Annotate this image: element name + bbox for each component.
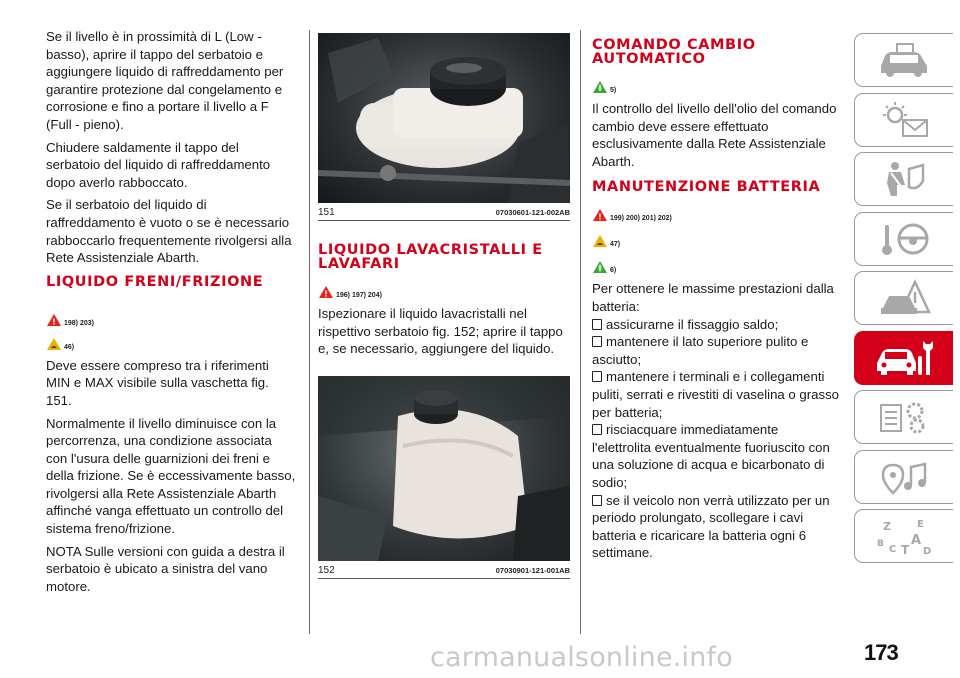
checkbox-bullet-icon [592,424,602,435]
reference-numbers: 196) 197) 204) [336,292,382,299]
figure-code: 07030601-121-002AB [495,208,570,217]
environment-triangle-icon [592,80,608,94]
figure-152-washer-reservoir-image [318,376,570,561]
paragraph-min-max: Deve essere compreso tra i riferimenti MIN e MAX visibile sulla vaschetta fig. 151. [46,357,269,408]
technical-data-icon [873,397,935,437]
note-reference-environment [592,76,840,94]
figure-151-brake-reservoir-image [318,33,570,203]
note-reference-warning [46,309,296,327]
index-letter: T [901,543,910,556]
reference-numbers: 46) [64,343,75,351]
reference-numbers: 47) [610,241,621,249]
index-letter: A [911,533,922,548]
figure-number: 151 [318,207,335,218]
index-letter: E [917,519,924,530]
paragraph-inspect-washer: Ispezionare il liquido lavacristalli nel rispettivo serbatoio fig. 152; aprire il tappo e, se necessario, aggiungere del liquido. [318,306,563,357]
washer-reservoir-illustration [318,376,570,561]
paragraph-level-decrease: Normalmente il livello diminuisce con la percorrenza, una condizione associata con l'usura delle guarnizioni dei freni e della frizione. Se è eccessivamente basso, rivolgersi alla Rete Assistenziale Abarth affinché vanga effettuato un controllo del sistema freno/frizione. [46,415,296,537]
reference-numbers: 6) [610,267,617,275]
paragraph-battery-intro: Per ottenere le massime prestazioni dalla batteria: [592,281,834,314]
reference-numbers: 198) 203) [64,319,94,327]
emergency-icon [873,278,935,318]
checkbox-bullet-icon [592,371,602,382]
warning-triangle-icon [46,313,62,327]
svg-text:!: ! [324,289,328,299]
maintenance-icon [873,338,935,378]
bullet-item: risciacquare immediatamente l'elettrolita eventualmente fuoriuscito con una soluzione di acqua e bicarbonato di sodio; [592,422,830,490]
index-letter: D [923,546,932,556]
svg-text:!: ! [598,212,602,222]
brake-reservoir-illustration [318,33,570,203]
note-reference-caution [46,333,296,351]
index-letter: B [877,539,884,549]
reference-numbers: 199) 200) 201) 202) [610,215,672,223]
column-divider-right [580,30,581,634]
tab-emergency[interactable] [854,271,953,325]
tab-safety[interactable] [854,152,953,206]
tab-driving[interactable] [854,212,953,266]
index-icon [873,516,935,556]
watermark: carmanualsonline.info [430,642,733,673]
figure-code: 07030901-121-001AB [495,565,570,575]
caution-triangle-icon [592,234,608,248]
tab-maintenance[interactable] [854,331,953,385]
warning-triangle-icon [318,285,334,299]
bullet-item: mantenere il lato superiore pulito e asciutto; [592,334,809,367]
bullet-item: se il veicolo non verrà utilizzato per un periodo prolungato, scollegare i cavi batteria e ricaricare la batteria ogni 6 settimane. [592,492,830,561]
tab-car-overview[interactable] [854,33,953,87]
tab-warning-lights[interactable] [854,93,953,147]
heading-battery-maintenance: MANUTENZIONE BATTERIA [592,179,821,196]
bullet-item: mantenere i terminali e i collegamenti puliti, serrati e rivestiti di vaselina o grasso per batteria; [592,369,840,420]
tab-technical-data[interactable] [854,390,953,444]
heading-automatic-transmission: COMANDO CAMBIO AUTOMATICO [592,37,756,67]
figure-152-caption [318,561,570,579]
paragraph-right-hand-drive-note: NOTA Sulle versioni con guida a destra il serbatoio è ubicato a sinistra del vano motore. [46,543,285,594]
paragraph-coolant-level: Se il livello è in prossimità di L (Low - basso), aprire il tappo del serbatoio e aggiungere liquido di raffreddamento per garantire protezione dal congelamento e corrosione e fino a portare il livello a F (Full - pieno). [46,29,284,132]
multimedia-icon [873,457,935,497]
svg-text:!: ! [52,317,56,327]
note-reference-environment [592,256,840,274]
note-reference-warning [318,281,570,299]
checkbox-bullet-icon [592,495,602,506]
index-letter: Z [883,520,891,533]
paragraph-close-cap: Chiudere saldamente il tappo del serbatoio del liquido di raffreddamento dopo averlo rabboccato. [46,139,271,190]
warning-lights-icon [873,100,935,140]
note-reference-caution [592,230,840,248]
driving-icon [873,219,935,259]
warning-triangle-icon [592,208,608,222]
index-letter: C [889,544,897,555]
tab-multimedia[interactable] [854,450,953,504]
checkbox-bullet-icon [592,319,602,330]
safety-icon [873,159,935,199]
figure-151-caption [318,203,570,221]
column-left [46,28,296,600]
note-reference-warning [592,204,840,222]
heading-washer-fluid: LIQUIDO LAVACRISTALLI E LAVAFARI [318,242,543,272]
column-divider-left [309,30,310,634]
reference-numbers: 5) [610,87,617,94]
caution-triangle-icon [46,337,62,351]
page-number: 173 [864,640,898,665]
column-right [592,34,840,562]
tab-index[interactable] [854,509,953,563]
column-middle [318,33,570,593]
paragraph-empty-reservoir: Se il serbatoio del liquido di raffreddamento è vuoto o se è necessario rabboccarlo frequentemente rivolgersi alla Rete Assistenziale Abarth. [46,197,292,266]
paragraph-transmission-oil: Il controllo del livello dell'olio del comando cambio deve essere effettuato esclusivamente dalla Rete Assistenziale Abarth. [592,101,837,169]
checkbox-bullet-icon [592,336,602,347]
chapter-tabs [854,33,952,569]
environment-triangle-icon [592,260,608,274]
car-overview-icon [873,40,935,80]
figure-number: 152 [318,564,335,576]
bullet-item: assicurarne il fissaggio saldo; [592,316,840,334]
heading-brake-fluid: LIQUIDO FRENI/FRIZIONE [46,273,264,290]
